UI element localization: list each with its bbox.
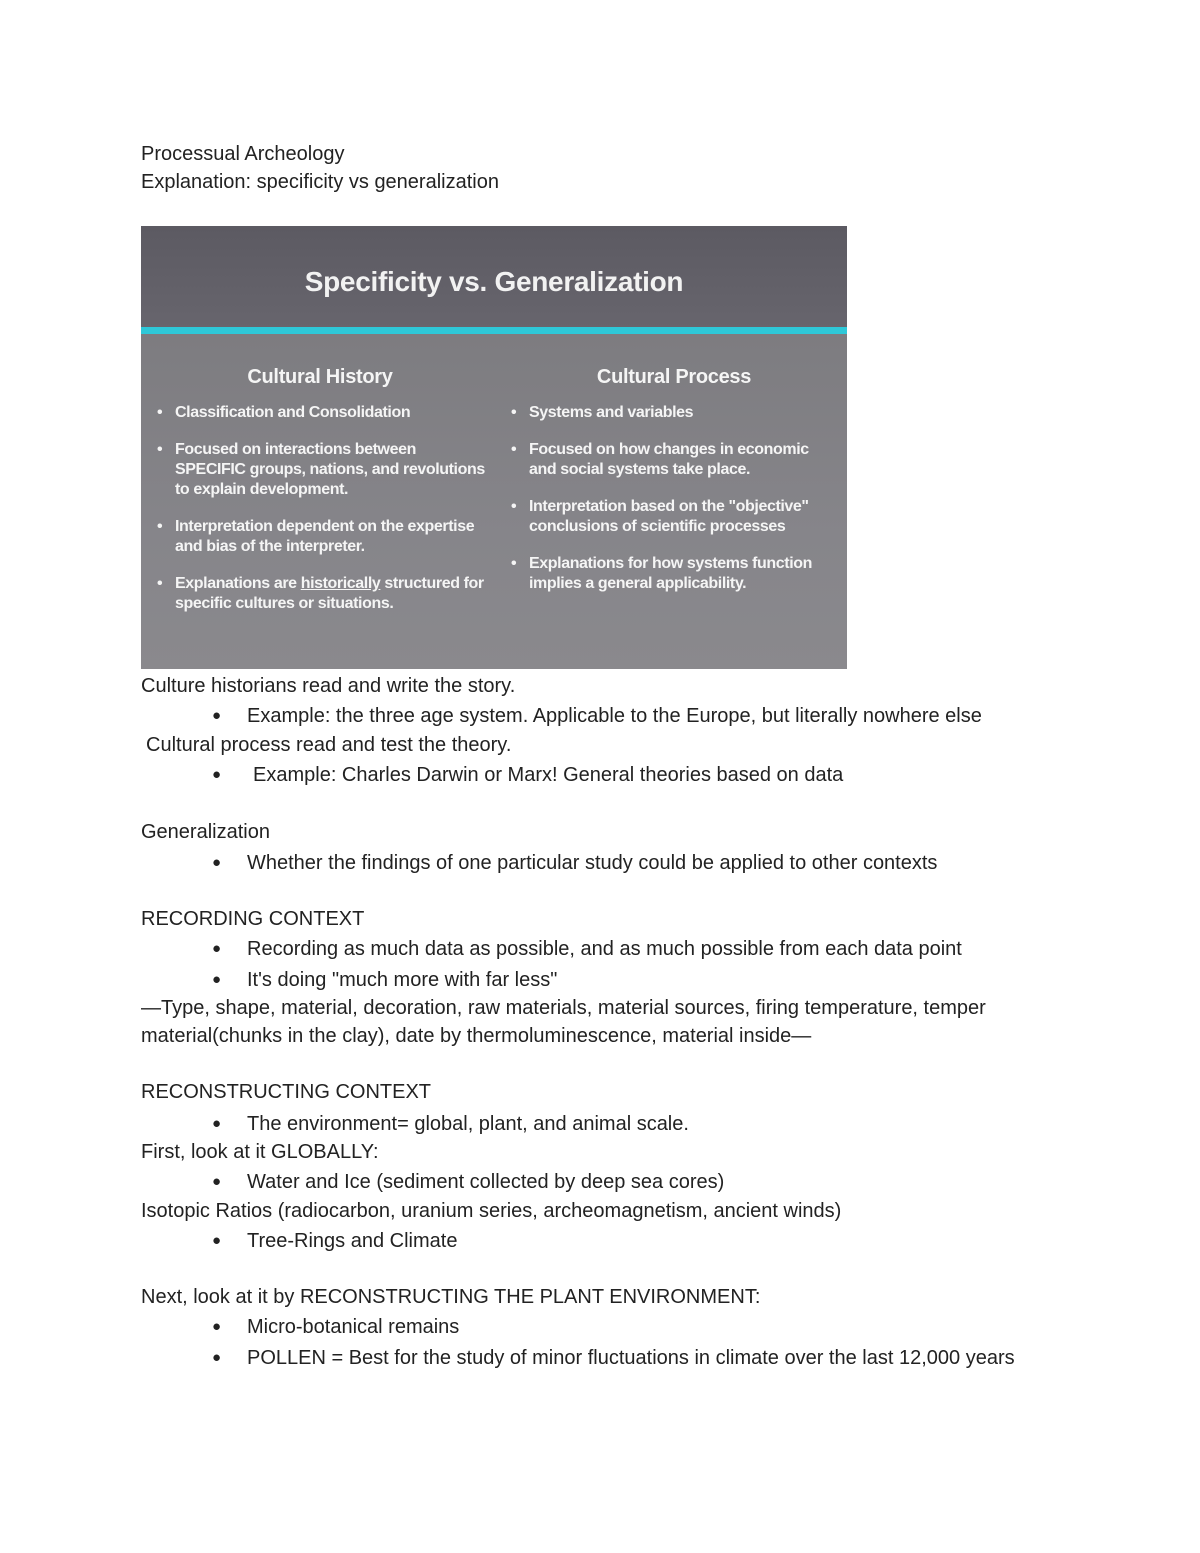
bullet-item: [212, 1168, 724, 1196]
list-item: • Explanations for how systems function implies a general applicability.: [509, 554, 839, 594]
paragraph: material(chunks in the clay), date by thermoluminescence, material inside—: [141, 1025, 812, 1047]
bullet-icon: ●: [212, 940, 222, 957]
bullet-icon: ●: [212, 971, 222, 988]
paragraph: —Type, shape, material, decoration, raw materials, material sources, firing temperature, temper: [141, 997, 986, 1019]
column-heading: Cultural Process: [596, 366, 752, 388]
paragraph: Culture historians read and write the story.: [141, 675, 516, 697]
bullet-item: [212, 935, 962, 963]
section-heading: RECONSTRUCTING CONTEXT: [141, 1081, 431, 1103]
bullet-icon: ●: [212, 766, 222, 783]
bullet-text: Example: the three age system. Applicable to the Europe, but literally nowhere else: [247, 705, 982, 727]
list-item: • Focused on how changes in economic and social systems take place.: [509, 440, 839, 480]
bullet-text: The environment= global, plant, and animal scale.: [247, 1113, 689, 1135]
item-text: structured for specific cultures or situations.: [175, 575, 484, 612]
bullet-icon: ●: [212, 1173, 222, 1190]
bullet-item: [212, 849, 937, 877]
bullet-text: Water and Ice (sediment collected by deep sea cores): [247, 1171, 725, 1193]
bullet-text: It's doing "much more with far less": [247, 969, 558, 991]
bullet-item: [212, 761, 843, 789]
list-item: • Interpretation dependent on the expertise and bias of the interpreter.: [155, 517, 485, 557]
underlined-word: historically: [300, 575, 381, 592]
column-list: [509, 403, 839, 594]
doc-title: Processual Archeology: [141, 143, 345, 165]
slide-accent-bar: [141, 327, 847, 334]
bullet-icon: ●: [212, 707, 222, 724]
bullet-item: [212, 1227, 457, 1255]
item-text: Explanations are: [175, 575, 301, 592]
bullet-text: Whether the findings of one particular study could be applied to other contexts: [247, 852, 938, 874]
section-heading: RECORDING CONTEXT: [141, 908, 365, 930]
bullet-text: POLLEN = Best for the study of minor fluctuations in climate over the last 12,000 years: [247, 1347, 1015, 1369]
slide-column-cultural-process: [509, 366, 839, 611]
slide-title: Specificity vs. Generalization: [304, 266, 684, 297]
bullet-item: [212, 966, 557, 994]
column-list: [155, 403, 485, 614]
bullet-item: [212, 1313, 459, 1341]
bullet-item: [212, 1110, 689, 1138]
paragraph: Cultural process read and test the theory.: [146, 734, 512, 756]
slide-column-cultural-history: [155, 366, 485, 631]
bullet-icon: ●: [212, 1318, 222, 1335]
bullet-icon: ●: [212, 1115, 222, 1132]
paragraph: First, look at it GLOBALLY:: [141, 1141, 379, 1163]
bullet-text: Micro-botanical remains: [247, 1316, 460, 1338]
list-item: • Interpretation based on the "objective" conclusions of scientific processes: [509, 497, 839, 537]
bullet-icon: ●: [212, 1232, 222, 1249]
slide-image: [141, 226, 847, 669]
bullet-text: Recording as much data as possible, and as much possible from each data point: [247, 938, 962, 960]
doc-subtitle: Explanation: specificity vs generalization: [141, 171, 499, 193]
list-item: • Focused on interactions between SPECIFIC groups, nations, and revolutions to explain development.: [155, 440, 485, 500]
paragraph: Next, look at it by RECONSTRUCTING THE PLANT ENVIRONMENT:: [141, 1286, 761, 1308]
bullet-icon: ●: [212, 1349, 222, 1366]
bullet-text: Tree-Rings and Climate: [247, 1230, 458, 1252]
paragraph: Isotopic Ratios (radiocarbon, uranium series, archeomagnetism, ancient winds): [141, 1200, 842, 1222]
section-heading: Generalization: [141, 821, 270, 843]
bullet-item: [212, 702, 982, 730]
bullet-item: [212, 1344, 1032, 1372]
bullet-icon: ●: [212, 854, 222, 871]
list-item: [155, 574, 485, 614]
column-heading: Cultural History: [247, 366, 393, 388]
list-item: • Systems and variables: [509, 403, 839, 423]
bullet-text: Example: Charles Darwin or Marx! General theories based on data: [253, 764, 844, 786]
list-item: • Classification and Consolidation: [155, 403, 485, 423]
